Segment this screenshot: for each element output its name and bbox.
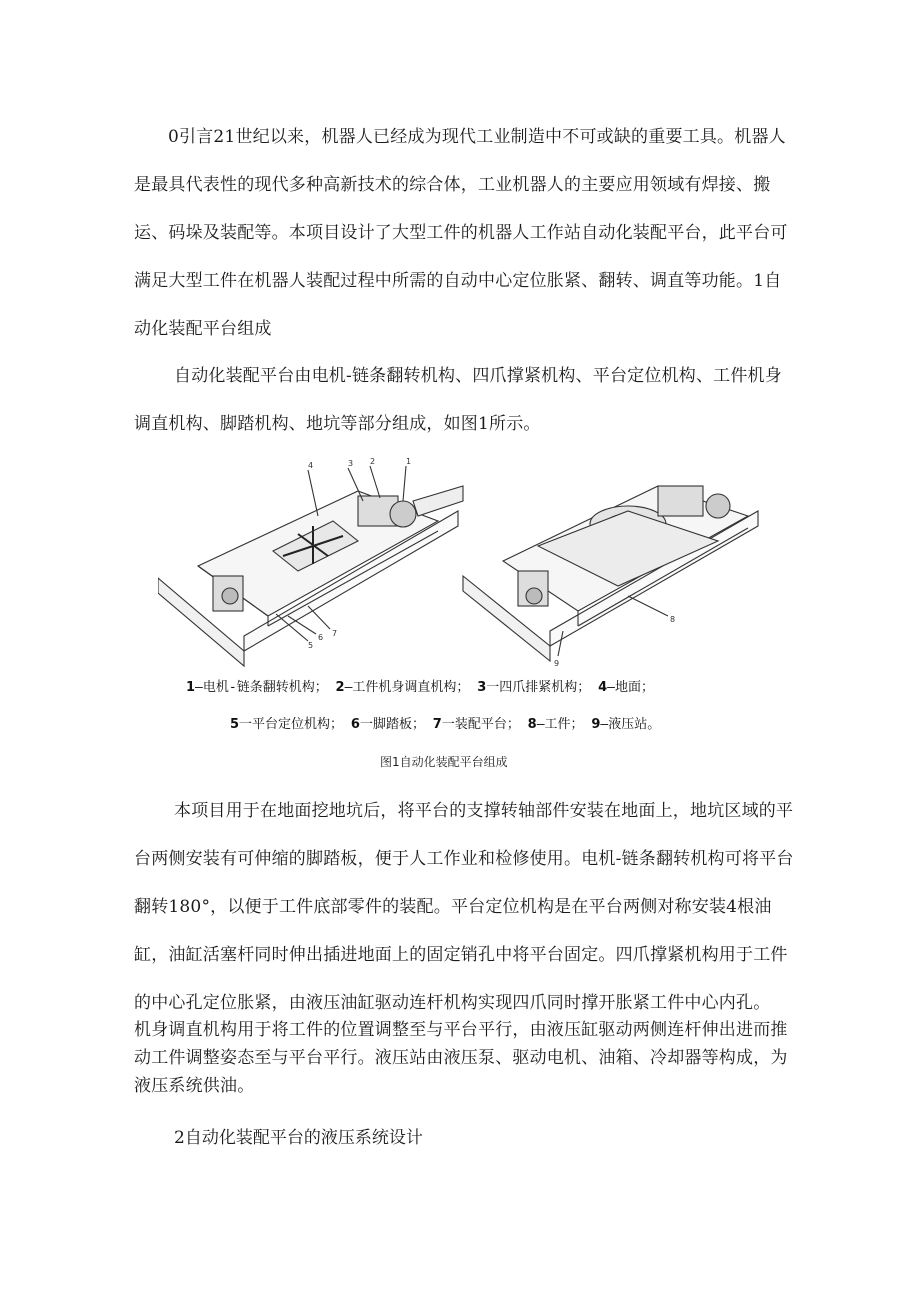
callout-4: 4 [308,461,314,470]
figure-legend-line-2 [230,713,660,732]
intro-paragraph: 0引言21世纪以来，机器人已经成为现代工业制造中不可或缺的重要工具。机器人是最具代表性的现代多种高新技术的综合体，工业机器人的主要应用领域有焊接、搬运、码垛及装配等。本项目设计了大型工件的机器人工作站自动化装配平台，此平台可满足大型工件在机器人装配过程中所需的自动中心定位胀紧、翻转、调直等功能。1自动化装配平台组成 [134,127,788,339]
usage-paragraph: 本项目用于在地面挖地坑后，将平台的支撑转轴部件安装在地面上，地坑区域的平台两侧安装有可伸缩的脚踏板，便于人工作业和检修使用。电机-链条翻转机构可将平台翻转180°，以便于工件底部零件的装配。平台定位机构是在平台两侧对称安装4根油缸，油缸活塞杆同时伸出插进地面上的固定销孔中将平台固定。四爪撑紧机构用于工件的中心孔定位胀紧，由液压油缸驱动连杆机构实现四爪同时撑开胀紧工件中心内孔。 [134,801,794,1013]
section-2-heading: 2自动化装配平台的液压系统设计 [174,1128,423,1148]
figure-legend-line-1 [186,676,654,695]
callout-1: 1 [406,457,412,466]
legend-item-9: 9—液压站。 [591,717,661,732]
left-platform-drawing [158,466,463,666]
callout-6: 6 [318,633,324,642]
alignment-paragraph: 机身调直机构用于将工件的位置调整至与平台平行，由液压缸驱动两侧连杆伸出进而推动工件调整姿态至与平台平行。液压站由液压泵、驱动电机、油箱、冷却器等构成，为液压系统供油。 [134,1020,788,1096]
legend-item-6: 6一脚踏板； [350,717,425,732]
callout-8: 8 [670,615,676,624]
legend-item-1: 1—电机-链条翻转机构； [186,680,328,695]
platform-drawing [158,456,762,676]
legend-item-3: 3一四爪排紧机构； [477,680,591,695]
legend-item-2: 2—工件机身调直机构； [335,680,470,695]
legend-item-7: 7一装配平台； [432,717,520,732]
composition-paragraph: 自动化装配平台由电机-链条翻转机构、四爪撑紧机构、平台定位机构、工件机身调直机构、脚踏机构、地坑等部分组成，如图1所示。 [134,366,782,434]
legend-item-4: 4—地面； [598,680,654,695]
right-platform-drawing [463,486,758,661]
figure-1-illustration [158,456,762,676]
callout-7: 7 [332,629,338,638]
callout-2: 2 [370,457,376,466]
callout-9: 9 [554,659,560,668]
figure-caption: 图1自动化装配平台组成 [380,755,508,769]
legend-item-5: 5一平台定位机构； [230,717,344,732]
legend-item-8: 8—工件； [527,717,584,732]
callout-3: 3 [348,459,354,468]
callout-5: 5 [308,641,314,650]
